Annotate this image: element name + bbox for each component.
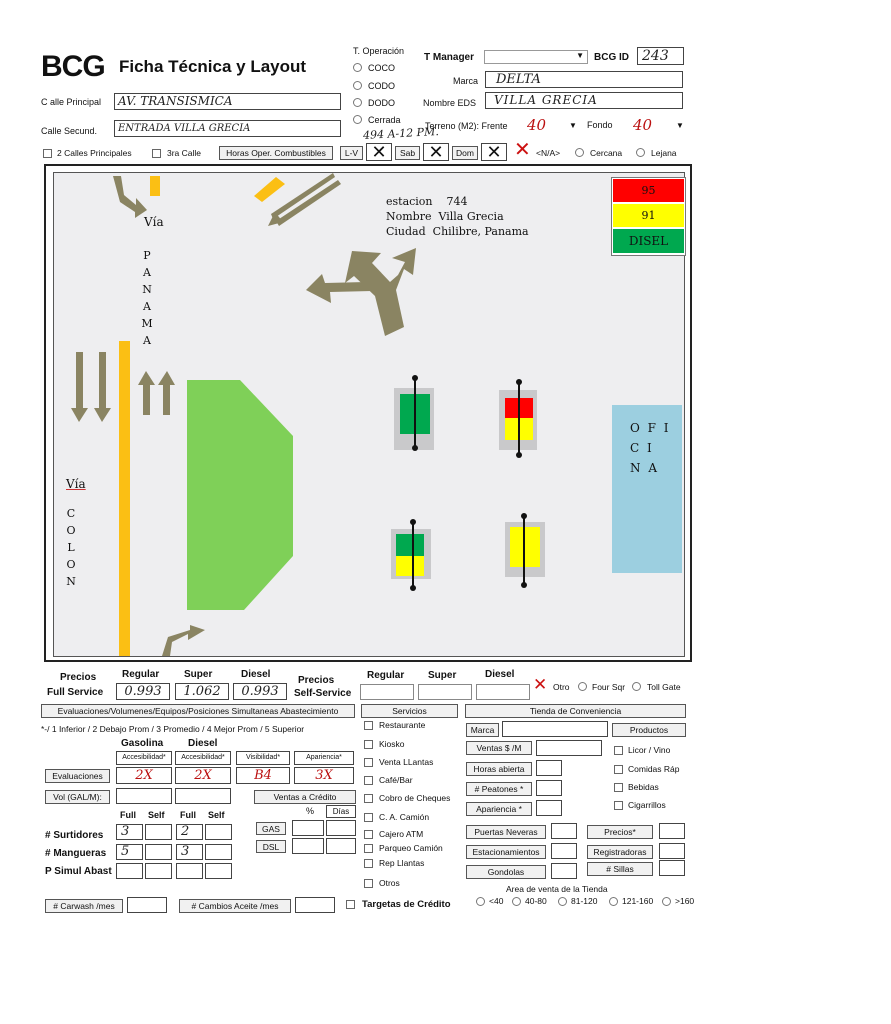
marca-field[interactable]: DELTA <box>485 71 683 88</box>
dom-mark[interactable]: ✕ <box>481 143 507 161</box>
gasolina-label: Gasolina <box>121 738 164 749</box>
letter: N <box>142 283 152 296</box>
letter: L <box>67 541 75 554</box>
calle-secund-field[interactable]: ENTRADA VILLA GRECIA <box>114 120 341 137</box>
col-diesel-self: Diesel <box>485 669 515 680</box>
calle-secund-label: Calle Secund. <box>41 126 98 136</box>
terreno-frente-value[interactable]: 40 <box>527 116 547 134</box>
servicio-checkbox[interactable] <box>364 776 373 785</box>
surtidores-self-dsl[interactable] <box>205 824 232 840</box>
diesel-label: Diesel <box>188 738 218 749</box>
arrow-split-icon <box>345 248 416 336</box>
marca-label: Marca <box>453 76 479 86</box>
gondolas-field[interactable] <box>551 863 577 879</box>
carwash-button[interactable]: # Carwash /mes <box>45 899 123 913</box>
letter: C <box>66 507 76 520</box>
servicio-checkbox[interactable] <box>364 794 373 803</box>
producto-label: Comidas Ráp <box>628 764 680 774</box>
station-info-line: Ciudad Chilibre, Panama <box>386 225 529 238</box>
servicio-label: Cobro de Cheques <box>379 793 451 803</box>
visibilidad-header: Visibilidad* <box>236 751 290 765</box>
servicio-label: Otros <box>379 878 400 888</box>
tercera-calle-label: 3ra Calle <box>167 148 202 158</box>
station-info-line: estacion 744 <box>386 195 468 208</box>
toll-gate-label: Toll Gate <box>647 682 681 692</box>
dias-header: Días <box>326 805 356 818</box>
road-diagonal <box>254 177 285 202</box>
operacion-codo: CODO <box>368 81 395 91</box>
servicio-label: Café/Bar <box>379 775 413 785</box>
area-radio[interactable] <box>609 897 618 906</box>
carwash-field[interactable] <box>127 897 167 913</box>
self-gas-label: Self <box>148 810 165 820</box>
registradoras-field[interactable] <box>659 843 685 859</box>
mangueras-full-dsl[interactable]: 3 <box>176 844 203 860</box>
targetas-credito-label: Targetas de Crédito <box>362 899 451 910</box>
via-colon-letters <box>64 505 78 590</box>
pump-island-2 <box>499 379 537 458</box>
self-diesel-field[interactable] <box>476 684 530 700</box>
arrow-up-icon-2 <box>158 371 175 415</box>
dsl-pct-field[interactable] <box>292 838 324 854</box>
evaluaciones-header: Evaluaciones/Volumenes/Equipos/Posiciones Simultaneas Abastecimiento <box>41 704 355 718</box>
servicio-label: Kiosko <box>379 739 405 749</box>
servicio-checkbox[interactable] <box>364 844 373 853</box>
accesibilidad-dsl-header: Accesibilidad* <box>175 751 231 765</box>
servicio-label: Restaurante <box>379 720 426 730</box>
na-mark[interactable]: ✕ <box>514 139 531 161</box>
terreno-note: 494 A-12 PM. <box>362 125 440 142</box>
legend-91: 91 <box>613 204 684 227</box>
station-info <box>386 194 529 239</box>
full-diesel-field[interactable]: 0.993 <box>233 683 287 700</box>
area-option-label: 81-120 <box>571 896 598 906</box>
tienda-header: Tienda de Conveniencia <box>465 704 686 718</box>
dsl-credit-button[interactable]: DSL <box>256 840 286 853</box>
fondo-label: Fondo <box>587 120 613 130</box>
na-label: <N/A> <box>536 148 561 158</box>
letter: O <box>66 524 76 537</box>
producto-label: Bebidas <box>628 782 659 792</box>
store-building <box>187 380 293 610</box>
letter: P <box>143 249 151 262</box>
dsl-dias-field[interactable] <box>326 838 356 854</box>
operacion-cerrada: Cerrada <box>368 115 401 125</box>
peatones-button[interactable]: # Peatones * <box>466 782 532 796</box>
servicio-label: Parqueo Camión <box>379 843 443 853</box>
lv-button[interactable]: L-V <box>340 146 363 160</box>
horas-oper-button[interactable]: Horas Oper. Combustibles <box>219 146 333 160</box>
mangueras-self-gas[interactable] <box>145 844 172 860</box>
mangueras-self-dsl[interactable] <box>205 844 232 860</box>
precios-self-label: Precios <box>298 675 335 686</box>
producto-checkbox[interactable] <box>614 746 623 755</box>
nombre-eds-label: Nombre EDS <box>423 98 477 108</box>
legend-95: 95 <box>613 179 684 202</box>
peatones-field[interactable] <box>536 780 562 796</box>
area-radio[interactable] <box>512 897 521 906</box>
producto-checkbox[interactable] <box>614 801 623 810</box>
via-panama-letters <box>140 247 154 349</box>
nombre-eds-field[interactable]: VILLA GRECIA <box>485 92 683 109</box>
ventas-field[interactable] <box>536 740 602 756</box>
chevron-down-icon: ▼ <box>676 121 684 130</box>
arrow-curve-bottom-icon <box>162 625 205 656</box>
servicios-header: Servicios <box>361 704 458 718</box>
arrow-down-icon-2 <box>94 352 111 422</box>
via-colon-label: Vía <box>66 477 86 491</box>
precios-label: Precios <box>60 672 97 683</box>
area-radio[interactable] <box>558 897 567 906</box>
ventas-credito-button[interactable]: Ventas a Crédito <box>254 790 356 804</box>
full-super-field[interactable]: 1.062 <box>175 683 229 700</box>
otro-mark[interactable]: ✕ <box>533 675 548 694</box>
full-regular-field[interactable]: 0.993 <box>116 683 170 700</box>
col-regular-self: Regular <box>367 670 405 681</box>
simul-self-dsl[interactable] <box>205 863 232 879</box>
eval-accesibilidad-dsl[interactable]: 2X <box>175 767 231 784</box>
horas-abierta-button[interactable]: Horas abierta <box>466 762 532 776</box>
eval-visibilidad[interactable]: B4 <box>236 767 290 784</box>
puertas-neveras-field[interactable] <box>551 823 577 839</box>
producto-label: Cigarrillos <box>628 800 666 810</box>
col-super: Super <box>184 669 213 680</box>
eval-accesibilidad-gas[interactable]: 2X <box>116 767 172 784</box>
arrow-down-icon-1 <box>71 352 88 422</box>
marca-tienda-button[interactable]: Marca <box>466 723 499 737</box>
precios-tienda-button[interactable]: Precios* <box>587 825 653 839</box>
road-via-panama <box>150 176 160 196</box>
form-title: Ficha Técnica y Layout <box>119 57 307 76</box>
road-via-colon <box>119 341 130 656</box>
dom-button[interactable]: Dom <box>452 146 478 160</box>
apariencia-header: Apariencia* <box>294 751 354 765</box>
area-option-label: 121-160 <box>622 896 654 906</box>
full-service-label: Full Service <box>47 687 104 698</box>
area-option-label: <40 <box>489 896 504 906</box>
calle-principal-label: C alle Principal <box>41 97 102 107</box>
evaluaciones-button[interactable]: Evaluaciones <box>45 769 110 783</box>
sab-button[interactable]: Sab <box>395 146 420 160</box>
servicio-label: Rep Llantas <box>379 858 425 868</box>
surtidores-full-gas[interactable]: 3 <box>116 824 143 840</box>
pct-label: % <box>306 806 315 816</box>
letter: M <box>141 317 153 330</box>
arrow-double-diagonal-icon <box>276 180 341 226</box>
operacion-coco: COCO <box>368 63 395 73</box>
chevron-down-icon: ▼ <box>576 51 584 60</box>
pump-island-1 <box>394 375 434 451</box>
bcg-logo: BCG <box>41 50 105 83</box>
servicio-checkbox[interactable] <box>364 758 373 767</box>
otro-label: Otro <box>553 682 570 692</box>
cambios-aceite-button[interactable]: # Cambios Aceite /mes <box>179 899 291 913</box>
t-operacion-label: T. Operación <box>353 46 405 56</box>
self-service-label: Self-Service <box>294 688 352 699</box>
lejana-label: Lejana <box>651 148 677 158</box>
dos-calles-label: 2 Calles Principales <box>57 148 132 158</box>
arrow-up-icon-1 <box>138 371 155 415</box>
station-info-line: Nombre Villa Grecia <box>386 210 504 223</box>
operacion-dodo: DODO <box>368 98 395 108</box>
servicio-label: C. A. Camión <box>379 812 430 822</box>
servicio-checkbox[interactable] <box>364 721 373 730</box>
self-regular-field[interactable] <box>360 684 414 700</box>
area-option-label: >160 <box>675 896 695 906</box>
gas-dias-field[interactable] <box>326 820 356 836</box>
sillas-field[interactable] <box>659 860 685 876</box>
simul-self-gas[interactable] <box>145 863 172 879</box>
accesibilidad-gas-header: Accesibilidad* <box>116 751 172 765</box>
area-option-label: 40-80 <box>525 896 547 906</box>
letter: A <box>143 266 151 279</box>
full-dsl-label: Full <box>180 810 196 820</box>
horas-abierta-field[interactable] <box>536 760 562 776</box>
servicio-checkbox[interactable] <box>364 859 373 868</box>
via-panama-label: Vía <box>144 215 164 229</box>
gondolas-button[interactable]: Gondolas <box>466 865 546 879</box>
col-diesel: Diesel <box>241 669 271 680</box>
fondo-value[interactable]: 40 <box>633 116 653 134</box>
producto-checkbox[interactable] <box>614 765 623 774</box>
estacionamientos-button[interactable]: Estacionamientos <box>466 845 546 859</box>
producto-label: Licor / Vino <box>628 745 671 755</box>
producto-checkbox[interactable] <box>614 783 623 792</box>
chevron-down-icon: ▼ <box>569 121 577 130</box>
gas-credit-button[interactable]: GAS <box>256 822 286 835</box>
arrow-double-diagonal-icon-2 <box>271 173 335 219</box>
oficina-line: N A <box>630 461 659 475</box>
servicio-label: Venta LLantas <box>379 757 434 767</box>
estacionamientos-field[interactable] <box>551 843 577 859</box>
letter: O <box>66 558 76 571</box>
servicio-checkbox[interactable] <box>364 813 373 822</box>
sab-mark[interactable]: ✕ <box>423 143 449 161</box>
ventas-button[interactable]: Ventas $ /M <box>466 741 532 755</box>
calle-principal-field[interactable]: AV. TRANSISMICA <box>114 93 341 110</box>
col-super-self: Super <box>428 670 457 681</box>
col-regular: Regular <box>122 669 160 680</box>
mangueras-label: # Mangueras <box>45 848 107 859</box>
radio-toll-gate[interactable] <box>632 682 641 691</box>
sillas-button[interactable]: # Sillas <box>587 862 653 876</box>
radio-four-sqr[interactable] <box>578 682 587 691</box>
pump-island-4 <box>505 513 545 588</box>
legend-disel: DISEL <box>613 229 684 253</box>
apariencia-tienda-button[interactable]: Apariencia * <box>466 802 532 816</box>
surtidores-full-dsl[interactable]: 2 <box>176 824 203 840</box>
scale-legend: *-/ 1 Inferior / 2 Debajo Prom / 3 Promedio / 4 Mejor Prom / 5 Superior <box>41 724 305 734</box>
arrow-curved-icon <box>113 176 147 218</box>
servicio-checkbox[interactable] <box>364 830 373 839</box>
oficina-line: C I <box>630 441 654 455</box>
simul-full-gas[interactable] <box>116 863 143 879</box>
servicio-checkbox[interactable] <box>364 740 373 749</box>
vol-dsl-field[interactable] <box>175 788 231 804</box>
letter: A <box>143 334 151 347</box>
t-manager-label: T Manager <box>424 52 475 63</box>
oficina-line: O F I <box>630 421 671 435</box>
bcg-id-label: BCG ID <box>594 52 629 63</box>
simul-full-dsl[interactable] <box>176 863 203 879</box>
servicio-checkbox[interactable] <box>364 879 373 888</box>
cambios-aceite-field[interactable] <box>295 897 335 913</box>
full-gas-label: Full <box>120 810 136 820</box>
simul-abast-label: P Simul Abast <box>45 866 112 877</box>
area-venta-label: Area de venta de la Tienda <box>506 884 608 894</box>
letter: A <box>143 300 151 313</box>
terreno-label: Terreno (M2): Frente <box>425 121 508 131</box>
servicio-label: Cajero ATM <box>379 829 424 839</box>
gas-pct-field[interactable] <box>292 820 324 836</box>
area-radio[interactable] <box>662 897 671 906</box>
bcg-id-field[interactable]: 243 <box>637 47 684 65</box>
pump-island-3 <box>391 519 431 591</box>
four-sqr-label: Four Sqr <box>592 682 626 692</box>
self-super-field[interactable] <box>418 684 472 700</box>
vol-gas-field[interactable] <box>116 788 172 804</box>
cercana-label: Cercana <box>590 148 623 158</box>
puertas-neveras-button[interactable]: Puertas Neveras <box>466 825 546 839</box>
registradoras-button[interactable]: Registradoras <box>587 845 653 859</box>
fuel-legend <box>611 177 686 256</box>
self-dsl-label: Self <box>208 810 225 820</box>
vol-button[interactable]: Vol (GAL/M): <box>45 790 110 804</box>
surtidores-label: # Surtidores <box>45 830 104 841</box>
eval-apariencia[interactable]: 3X <box>294 767 354 784</box>
mangueras-full-gas[interactable]: 5 <box>116 844 143 860</box>
targetas-credito-checkbox[interactable] <box>346 900 355 909</box>
precios-tienda-field[interactable] <box>659 823 685 839</box>
apariencia-tienda-field[interactable] <box>536 800 562 816</box>
marca-tienda-field[interactable] <box>502 721 608 737</box>
surtidores-self-gas[interactable] <box>145 824 172 840</box>
oficina-label <box>630 418 671 478</box>
letter: N <box>66 575 76 588</box>
productos-header: Productos <box>612 723 686 737</box>
lv-mark[interactable]: ✕ <box>366 143 392 161</box>
area-radio[interactable] <box>476 897 485 906</box>
